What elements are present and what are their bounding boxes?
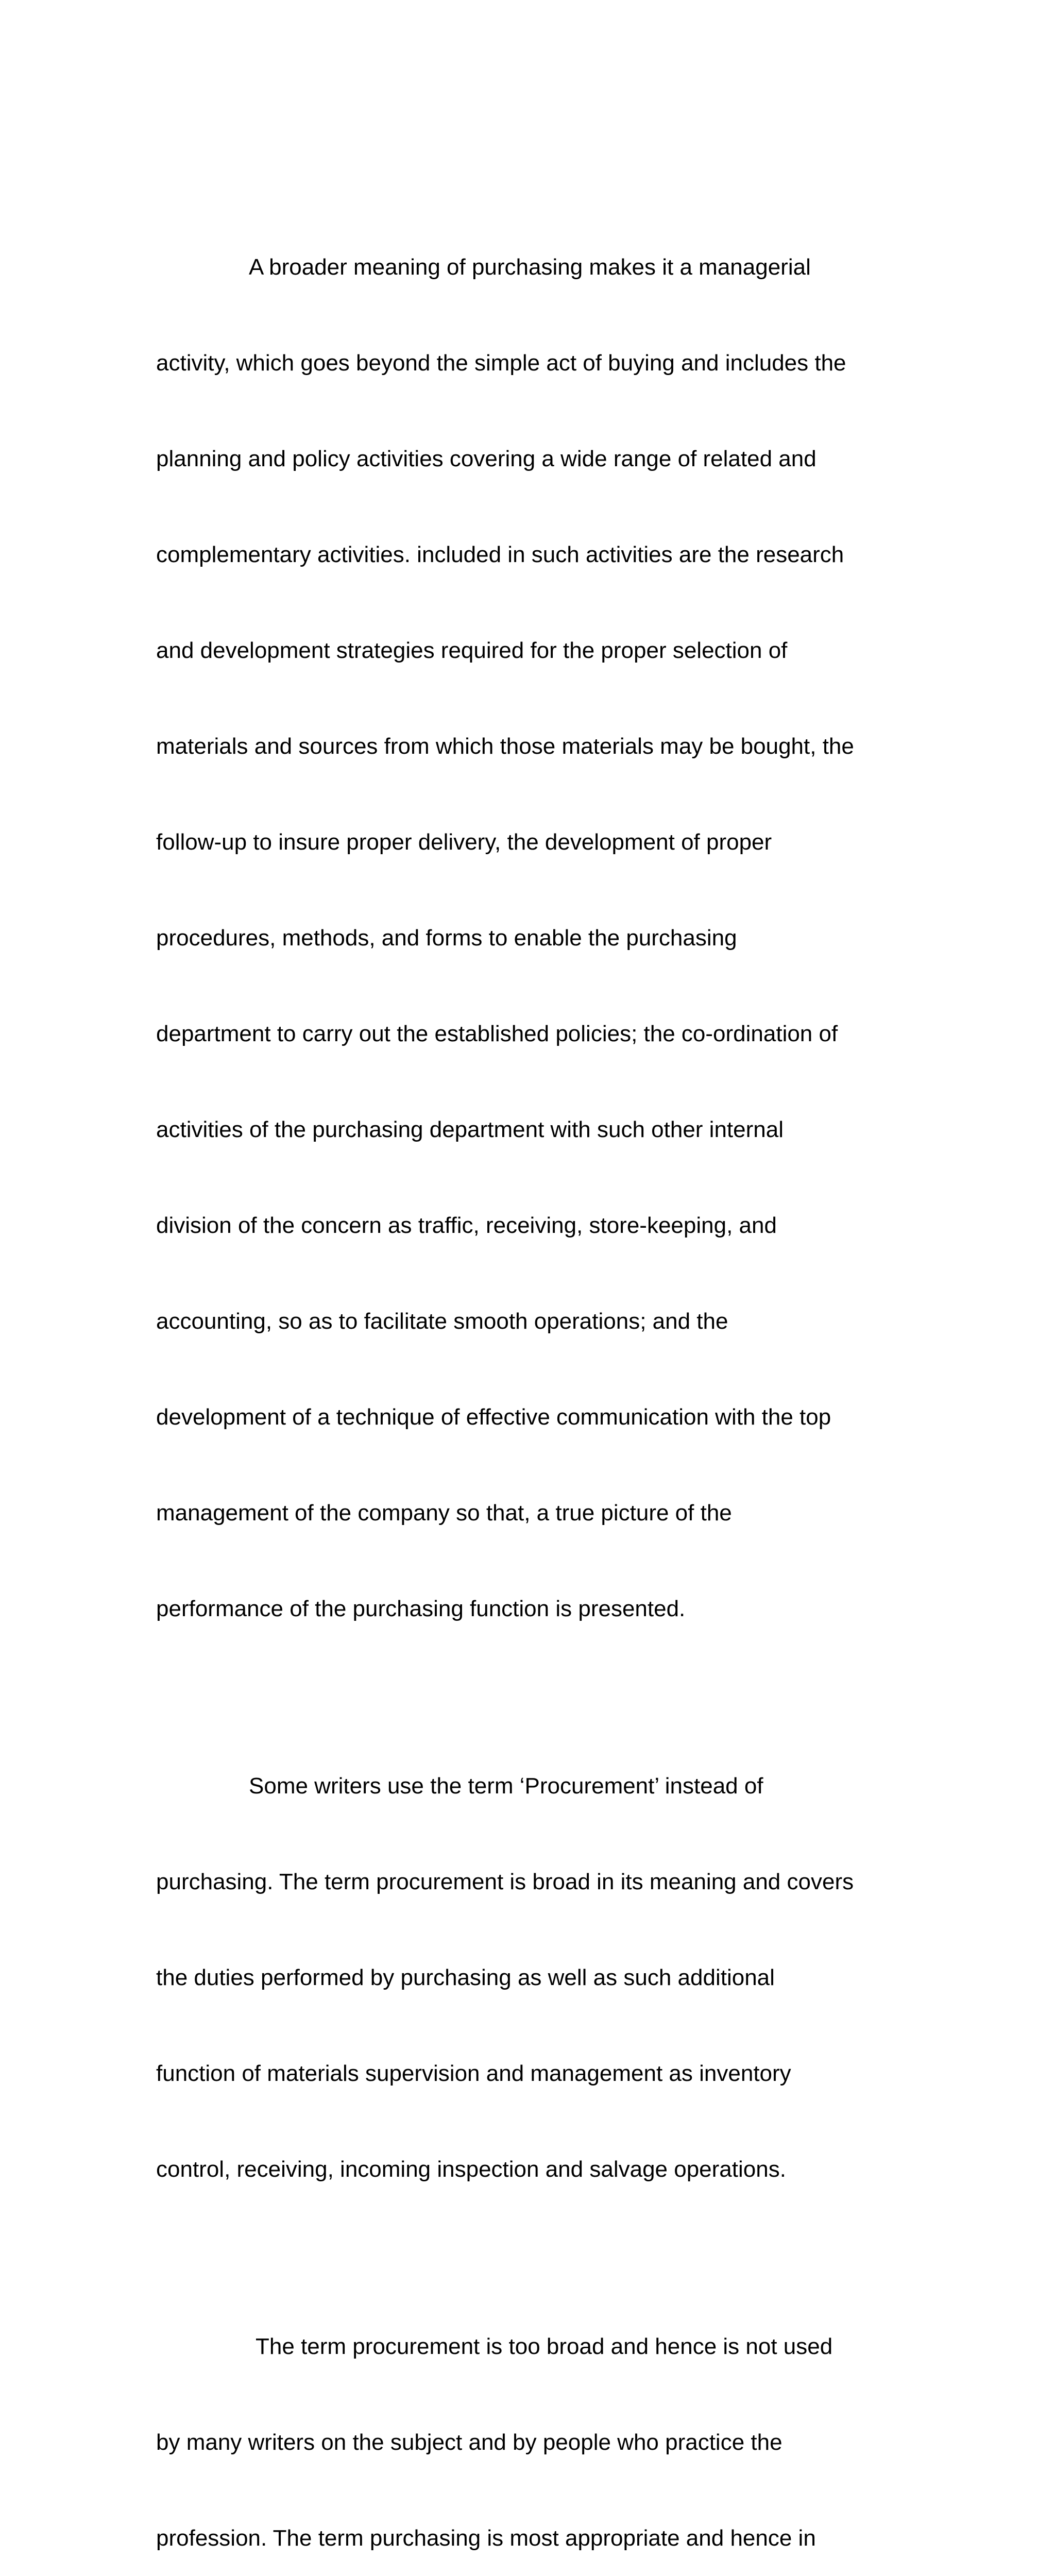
paragraph-line: A broader meaning of purchasing makes it a managerial: [249, 255, 811, 280]
paragraph-line: follow-up to insure proper delivery, the development of proper: [156, 829, 772, 855]
paragraph-line: profession. The term purchasing is most appropriate and hence in: [156, 2526, 816, 2551]
paragraph-line: procedures, methods, and forms to enable the purchasing: [156, 925, 737, 951]
paragraph-line: planning and policy activities covering a wide range of related and: [156, 446, 816, 471]
paragraph-line: department to carry out the established policies; the co-ordination of: [156, 1021, 838, 1046]
paragraph-purchasing-meaning: [156, 188, 918, 1689]
paragraph-line: Some writers use the term ‘Procurement’ instead of: [249, 1773, 763, 1799]
paragraph-line: The term procurement is too broad and hence is not used: [256, 2334, 833, 2359]
paragraph-line: development of a technique of effective communication with the top: [156, 1404, 831, 1430]
paragraph-line: the duties performed by purchasing as well as such additional: [156, 1965, 775, 1990]
paragraph-line: function of materials supervision and management as inventory: [156, 2061, 791, 2086]
paragraph-line: management of the company so that, a true picture of the: [156, 1500, 732, 1526]
paragraph-line: materials and sources from which those materials may be bought, the: [156, 734, 854, 759]
body-text: [156, 188, 918, 2576]
paragraph-procurement-usage: [156, 2267, 918, 2576]
paragraph-line: purchasing. The term procurement is broad in its meaning and covers: [156, 1869, 854, 1894]
paragraph-line: control, receiving, incoming inspection and salvage operations.: [156, 2157, 786, 2182]
paragraph-line: performance of the purchasing function is presented.: [156, 1596, 686, 1621]
paragraph-line: accounting, so as to facilitate smooth operations; and the: [156, 1309, 728, 1334]
paragraph-line: complementary activities. included in such activities are the research: [156, 542, 844, 567]
paragraph-line: and development strategies required for the proper selection of: [156, 638, 788, 663]
paragraph-line: activity, which goes beyond the simple act of buying and includes the: [156, 350, 846, 376]
paragraph-line: division of the concern as traffic, receiving, store-keeping, and: [156, 1213, 777, 1238]
paragraph-line: activities of the purchasing department with such other internal: [156, 1117, 784, 1142]
paragraph-line: by many writers on the subject and by people who practice the: [156, 2430, 782, 2455]
paragraph-procurement-term: [156, 1706, 918, 2249]
